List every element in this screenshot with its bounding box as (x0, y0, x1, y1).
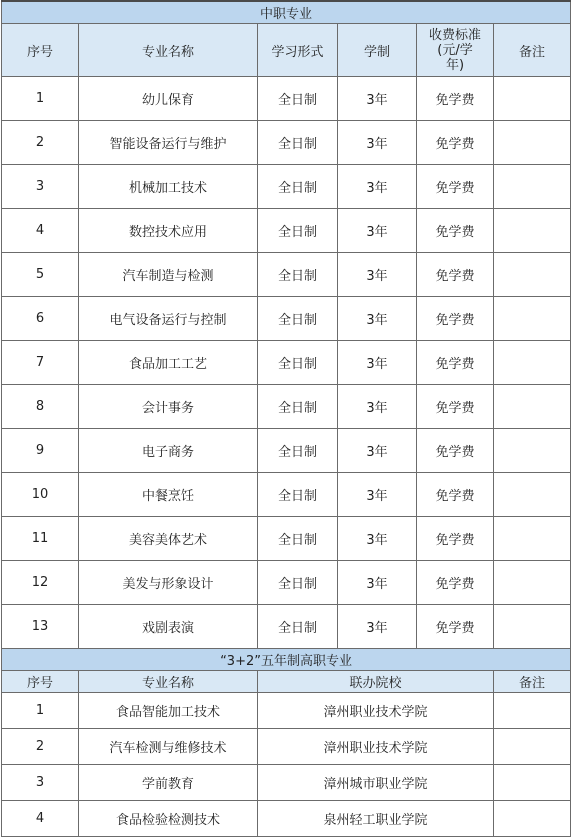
cell-fee: 免学费 (417, 605, 494, 649)
header-row-2 (2, 671, 571, 693)
cell-duration: 3年 (338, 385, 417, 429)
cell-fee: 免学费 (417, 385, 494, 429)
cell-fee: 免学费 (417, 297, 494, 341)
cell-remarks (494, 209, 571, 253)
cell-remarks (494, 801, 571, 837)
table-row (2, 77, 571, 121)
cell-major-name: 幼儿保育 (79, 77, 258, 121)
cell-duration: 3年 (338, 297, 417, 341)
cell-remarks (494, 693, 571, 729)
cell-duration: 3年 (338, 473, 417, 517)
cell-fee: 免学费 (417, 473, 494, 517)
cell-index: 1 (2, 693, 79, 729)
cell-fee: 免学费 (417, 209, 494, 253)
cell-fee: 免学费 (417, 561, 494, 605)
cell-major-name: 食品加工工艺 (79, 341, 258, 385)
cell-study-form: 全日制 (258, 121, 338, 165)
cell-index: 3 (2, 765, 79, 801)
cell-duration: 3年 (338, 77, 417, 121)
cell-index: 5 (2, 253, 79, 297)
cell-major-name: 数控技术应用 (79, 209, 258, 253)
cell-index: 10 (2, 473, 79, 517)
table-row (2, 121, 571, 165)
table-row (2, 517, 571, 561)
table-row (2, 765, 571, 801)
cell-index: 4 (2, 209, 79, 253)
cell-index: 11 (2, 517, 79, 561)
cell-study-form: 全日制 (258, 297, 338, 341)
cell-fee: 免学费 (417, 121, 494, 165)
cell-major-name: 汽车制造与检测 (79, 253, 258, 297)
cell-duration: 3年 (338, 341, 417, 385)
cell-remarks (494, 77, 571, 121)
cell-index: 2 (2, 729, 79, 765)
cell-study-form: 全日制 (258, 385, 338, 429)
cell-remarks (494, 385, 571, 429)
header-remarks: 备注 (494, 24, 571, 77)
cell-index: 8 (2, 385, 79, 429)
cell-study-form: 全日制 (258, 77, 338, 121)
cell-duration: 3年 (338, 517, 417, 561)
header-duration: 学制 (338, 24, 417, 77)
table-row (2, 693, 571, 729)
cell-remarks (494, 605, 571, 649)
cell-remarks (494, 729, 571, 765)
section-title-secondary-vocational: 中职专业 (2, 1, 571, 24)
cell-index: 12 (2, 561, 79, 605)
cell-remarks (494, 429, 571, 473)
cell-major-name: 食品检验检测技术 (79, 801, 258, 837)
header2-index: 序号 (2, 671, 79, 693)
cell-major-name: 食品智能加工技术 (79, 693, 258, 729)
cell-index: 13 (2, 605, 79, 649)
cell-remarks (494, 297, 571, 341)
cell-major-name: 电子商务 (79, 429, 258, 473)
cell-remarks (494, 473, 571, 517)
header-study-form: 学习形式 (258, 24, 338, 77)
table-row (2, 561, 571, 605)
table-row (2, 165, 571, 209)
cell-fee: 免学费 (417, 341, 494, 385)
cell-index: 6 (2, 297, 79, 341)
cell-remarks (494, 165, 571, 209)
header2-partner-school: 联办院校 (258, 671, 494, 693)
cell-study-form: 全日制 (258, 517, 338, 561)
cell-duration: 3年 (338, 561, 417, 605)
cell-partner-school: 漳州职业技术学院 (258, 693, 494, 729)
cell-index: 3 (2, 165, 79, 209)
header2-remarks: 备注 (494, 671, 571, 693)
cell-major-name: 机械加工技术 (79, 165, 258, 209)
cell-study-form: 全日制 (258, 605, 338, 649)
cell-duration: 3年 (338, 209, 417, 253)
cell-major-name: 戏剧表演 (79, 605, 258, 649)
cell-fee: 免学费 (417, 517, 494, 561)
cell-index: 9 (2, 429, 79, 473)
cell-duration: 3年 (338, 165, 417, 209)
table-row (2, 729, 571, 765)
cell-index: 7 (2, 341, 79, 385)
table-row (2, 253, 571, 297)
table-row (2, 801, 571, 837)
header-major-name: 专业名称 (79, 24, 258, 77)
cell-fee: 免学费 (417, 165, 494, 209)
cell-index: 4 (2, 801, 79, 837)
cell-study-form: 全日制 (258, 209, 338, 253)
cell-study-form: 全日制 (258, 341, 338, 385)
table-row (2, 297, 571, 341)
table-row (2, 473, 571, 517)
cell-remarks (494, 253, 571, 297)
cell-major-name: 美容美体艺术 (79, 517, 258, 561)
cell-remarks (494, 341, 571, 385)
cell-major-name: 中餐烹饪 (79, 473, 258, 517)
header2-major-name: 专业名称 (79, 671, 258, 693)
cell-duration: 3年 (338, 429, 417, 473)
cell-remarks (494, 765, 571, 801)
cell-fee: 免学费 (417, 429, 494, 473)
header-fee: 收费标准 (元/学 年) (417, 24, 494, 77)
cell-study-form: 全日制 (258, 429, 338, 473)
cell-remarks (494, 561, 571, 605)
cell-major-name: 美发与形象设计 (79, 561, 258, 605)
cell-partner-school: 泉州轻工职业学院 (258, 801, 494, 837)
majors-table (1, 0, 571, 837)
cell-major-name: 学前教育 (79, 765, 258, 801)
cell-study-form: 全日制 (258, 561, 338, 605)
cell-major-name: 会计事务 (79, 385, 258, 429)
table-row (2, 385, 571, 429)
cell-major-name: 汽车检测与维修技术 (79, 729, 258, 765)
cell-study-form: 全日制 (258, 253, 338, 297)
cell-index: 2 (2, 121, 79, 165)
cell-duration: 3年 (338, 605, 417, 649)
table-row (2, 605, 571, 649)
cell-duration: 3年 (338, 253, 417, 297)
cell-study-form: 全日制 (258, 473, 338, 517)
cell-duration: 3年 (338, 121, 417, 165)
cell-study-form: 全日制 (258, 165, 338, 209)
table-row (2, 341, 571, 385)
table-row (2, 209, 571, 253)
cell-index: 1 (2, 77, 79, 121)
header-row (2, 24, 571, 77)
cell-major-name: 电气设备运行与控制 (79, 297, 258, 341)
cell-partner-school: 漳州职业技术学院 (258, 729, 494, 765)
cell-fee: 免学费 (417, 77, 494, 121)
cell-remarks (494, 121, 571, 165)
cell-remarks (494, 517, 571, 561)
header-index: 序号 (2, 24, 79, 77)
section-title-five-year: “3+2”五年制高职专业 (2, 649, 571, 671)
cell-major-name: 智能设备运行与维护 (79, 121, 258, 165)
cell-fee: 免学费 (417, 253, 494, 297)
cell-partner-school: 漳州城市职业学院 (258, 765, 494, 801)
table-row (2, 429, 571, 473)
